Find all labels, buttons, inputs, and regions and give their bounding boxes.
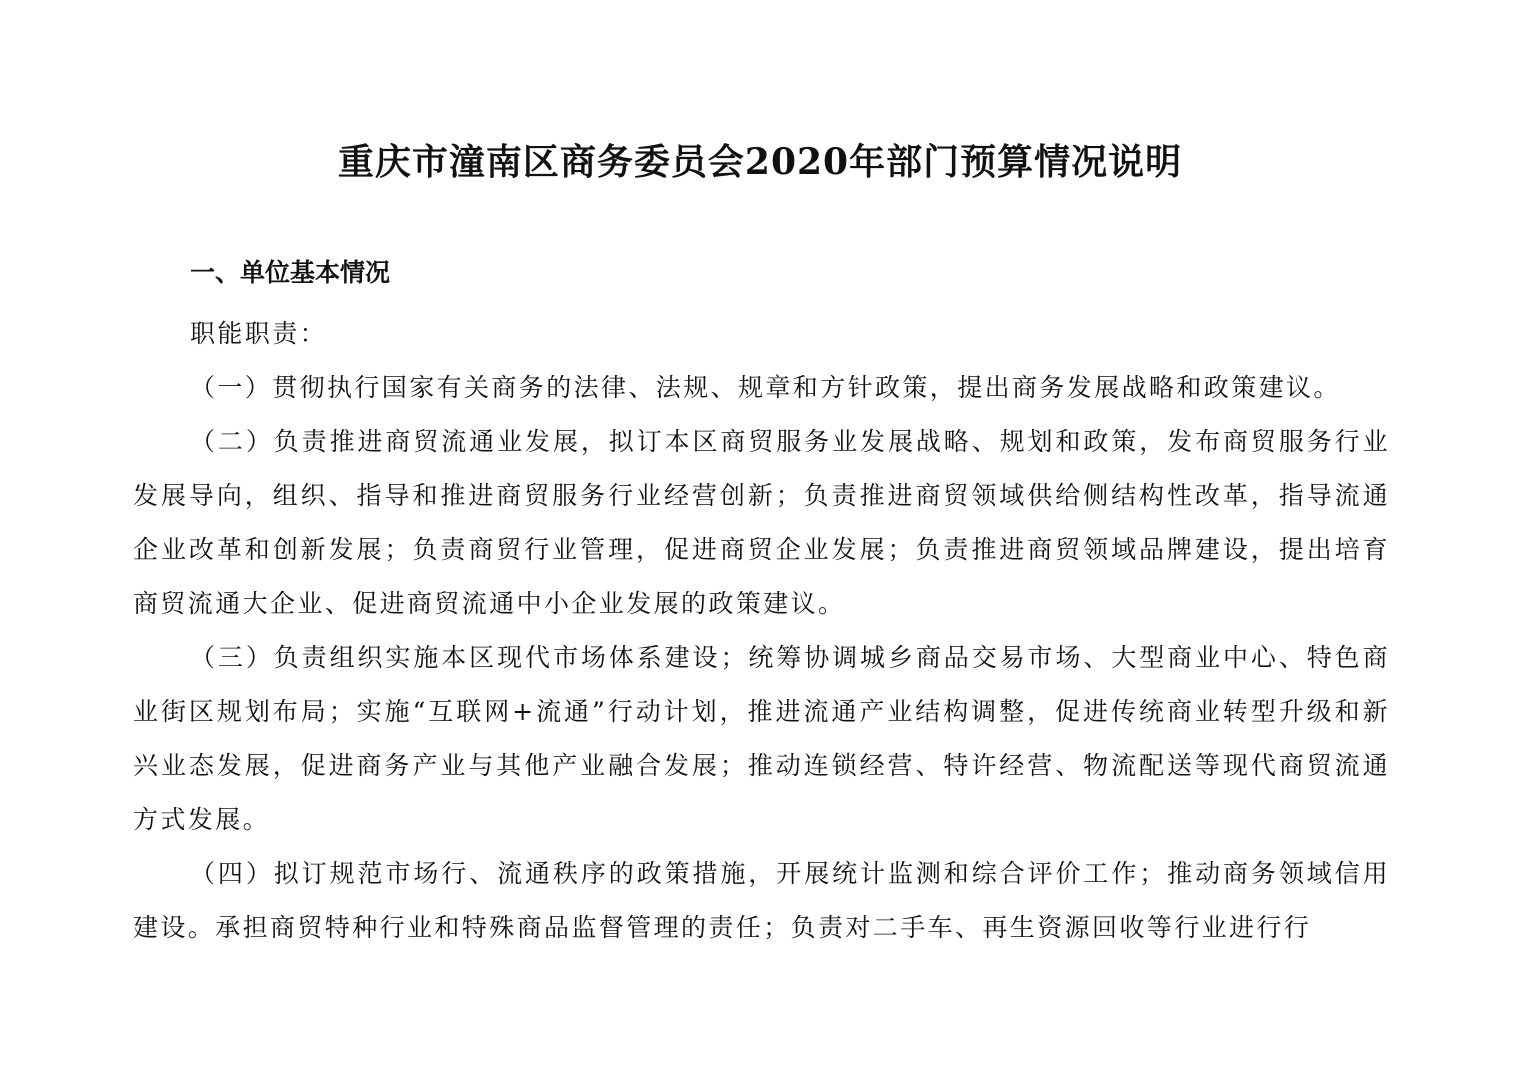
duty-paragraph-4: （四）拟订规范市场行、流通秩序的政策措施，开展统计监测和综合评价工作；推动商务领域信用建设。承担商贸特种行业和特殊商品监督管理的责任；负责对二手车、再生资源回收等行业进行行 [133, 859, 1390, 942]
section-heading-basic-info: 一、单位基本情况 [190, 258, 391, 287]
document-title: 重庆市潼南区商务委员会2020年部门预算情况说明 [337, 141, 1183, 183]
duties-label: 职能职责： [190, 319, 328, 348]
document-body [133, 307, 1390, 955]
duty-paragraph-3: （三）负责组织实施本区现代市场体系建设；统筹协调城乡商品交易市场、大型商业中心、特色商业街区规划布局；实施“互联网+流通”行动计划，推进流通产业结构调整，促进传统商业转型升级和新兴业态发展，促进商务产业与其他产业融合发展；推动连锁经营、特许经营、物流配送等现代商贸流通方式发展。 [133, 643, 1390, 834]
duty-paragraph-2: （二）负责推进商贸流通业发展，拟订本区商贸服务业发展战略、规划和政策，发布商贸服务行业发展导向，组织、指导和推进商贸服务行业经营创新；负责推进商贸领域供给侧结构性改革，指导流通企业改革和创新发展；负责商贸行业管理，促进商贸企业发展；负责推进商贸领域品牌建设，提出培育商贸流通大企业、促进商贸流通中小企业发展的政策建议。 [133, 427, 1390, 618]
duty-paragraph-1: （一）贯彻执行国家有关商务的法律、法规、规章和方针政策，提出商务发展战略和政策建议。 [190, 373, 1341, 402]
